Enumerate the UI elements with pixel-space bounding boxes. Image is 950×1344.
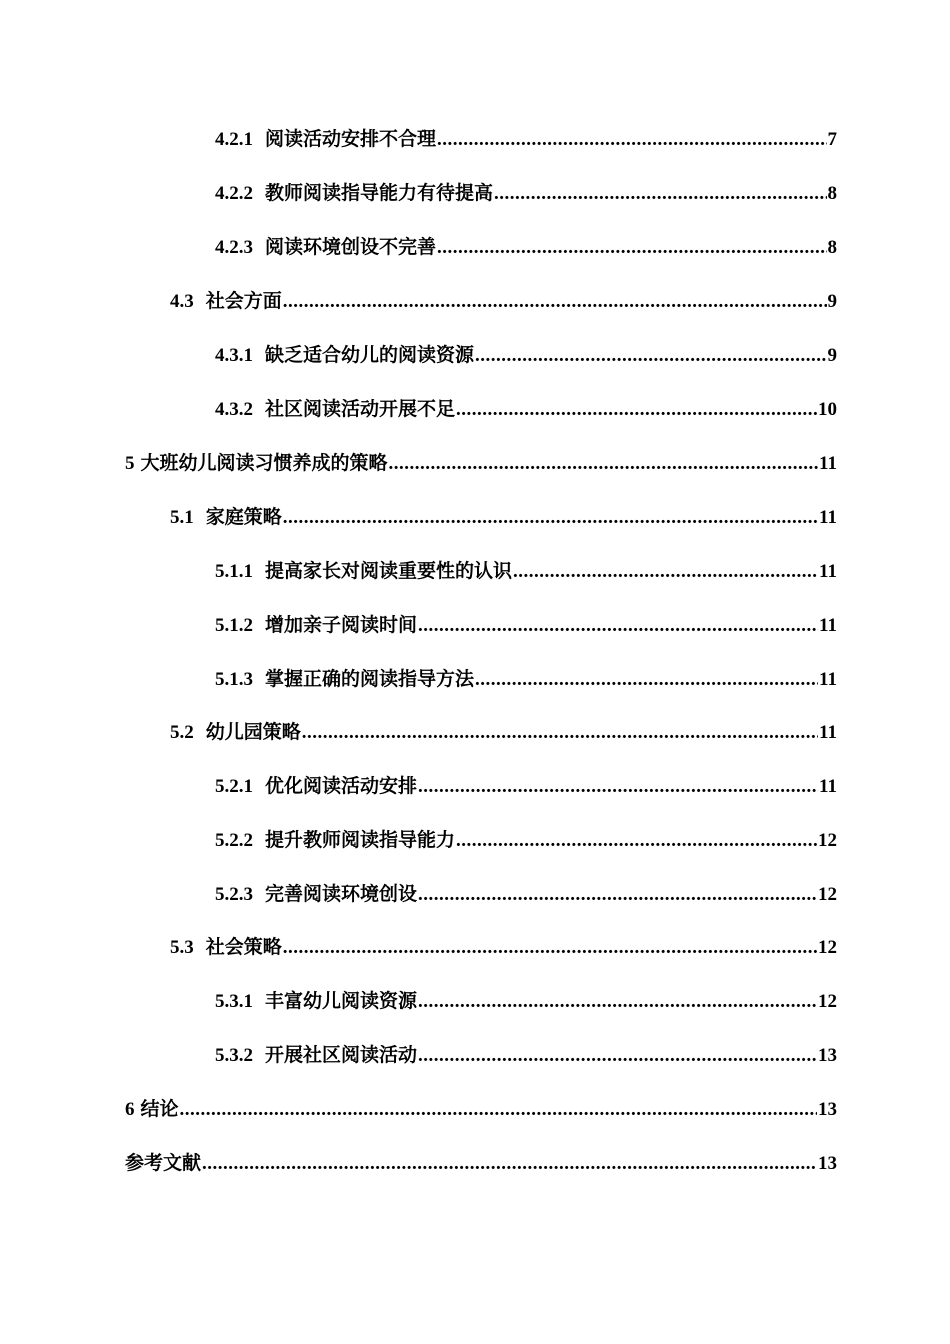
toc-entry-page: 8 <box>827 183 837 204</box>
toc-entry[interactable] <box>170 502 837 532</box>
toc-entry-title: 结论 <box>140 1098 179 1120</box>
toc-entry[interactable] <box>215 178 837 208</box>
toc-entry-number: 4.2.3 <box>215 237 253 258</box>
toc-entry-number: 5.1 <box>170 507 194 528</box>
toc-entry-title: 社会方面 <box>205 290 282 312</box>
toc-entry-number: 4.2.1 <box>215 129 253 150</box>
toc-entry-number: 5.2 <box>170 722 194 743</box>
toc-entry-number: 4.3.1 <box>215 345 253 366</box>
toc-entry[interactable] <box>215 124 837 154</box>
toc-entry-number: 4.3 <box>170 291 194 312</box>
toc-entry-title: 教师阅读指导能力有待提高 <box>265 182 494 204</box>
toc-entry-page: 7 <box>827 129 837 150</box>
toc-entry[interactable] <box>125 1094 837 1124</box>
toc-dot-leader <box>283 291 827 313</box>
toc-entry-title: 缺乏适合幼儿的阅读资源 <box>265 344 475 366</box>
toc-entry-page: 11 <box>819 561 837 582</box>
toc-dot-leader <box>456 830 817 852</box>
toc-entry-title: 优化阅读活动安排 <box>265 775 418 797</box>
toc-entry-number: 6 <box>125 1099 135 1120</box>
toc-entry-page: 13 <box>818 1099 837 1120</box>
toc-dot-leader <box>202 1153 817 1175</box>
toc-entry-page: 12 <box>818 937 837 958</box>
toc-entry-page: 8 <box>827 237 837 258</box>
toc-dot-leader <box>418 615 818 637</box>
toc-dot-leader <box>283 507 818 529</box>
toc-entry-title: 增加亲子阅读时间 <box>265 614 418 636</box>
toc-entry-title: 社区阅读活动开展不足 <box>265 398 456 420</box>
toc-dot-leader <box>418 884 817 906</box>
toc-entry-number: 5.3 <box>170 937 194 958</box>
toc-entry-page: 11 <box>819 453 837 474</box>
toc-entry[interactable] <box>215 610 837 640</box>
toc-entry-number: 5.3.1 <box>215 991 253 1012</box>
toc-entry-page: 10 <box>818 399 837 420</box>
toc-entry-page: 13 <box>818 1153 837 1174</box>
toc-entry-page: 11 <box>819 669 837 690</box>
toc-entry[interactable] <box>215 879 837 909</box>
toc-entry[interactable] <box>215 340 837 370</box>
toc-entry-title: 阅读活动安排不合理 <box>265 128 437 150</box>
toc-dot-leader <box>494 183 826 205</box>
toc-dot-leader <box>418 776 818 798</box>
toc-entry-number: 5.1.2 <box>215 615 253 636</box>
toc-entry[interactable] <box>215 556 837 586</box>
toc-entry-number: 5.3.2 <box>215 1045 253 1066</box>
toc-entry-number: 5 <box>125 453 135 474</box>
toc-entry-number: 4.3.2 <box>215 399 253 420</box>
toc-entry[interactable] <box>215 825 837 855</box>
toc-entry-title: 丰富幼儿阅读资源 <box>265 990 418 1012</box>
toc-entry-page: 9 <box>827 345 837 366</box>
toc-entry[interactable] <box>215 232 837 262</box>
toc-entry-page: 12 <box>818 991 837 1012</box>
toc-entry-page: 11 <box>819 615 837 636</box>
toc-entry-title: 家庭策略 <box>205 506 282 528</box>
toc-entry-page: 11 <box>819 776 837 797</box>
toc-entry[interactable] <box>170 717 837 747</box>
toc-entry-page: 13 <box>818 1045 837 1066</box>
toc-dot-leader <box>418 991 817 1013</box>
toc-entry-number: 5.2.3 <box>215 884 253 905</box>
toc-entry-page: 9 <box>827 291 837 312</box>
toc-entry-title: 提升教师阅读指导能力 <box>265 829 456 851</box>
toc-entry[interactable] <box>215 771 837 801</box>
toc-dot-leader <box>302 722 818 744</box>
toc-entry-number: 5.1.3 <box>215 669 253 690</box>
toc-entry[interactable] <box>215 986 837 1016</box>
toc-entry-page: 11 <box>819 507 837 528</box>
toc-entry-title: 幼儿园策略 <box>205 721 301 743</box>
toc-entry-number: 4.2.2 <box>215 183 253 204</box>
toc-entry-page: 12 <box>818 830 837 851</box>
toc-entry-number: 5.2.1 <box>215 776 253 797</box>
toc-entry-title: 社会策略 <box>205 936 282 958</box>
toc-entry-page: 11 <box>819 722 837 743</box>
toc-entry-title: 完善阅读环境创设 <box>265 883 418 905</box>
toc-entry-page: 12 <box>818 884 837 905</box>
toc-entry-number: 5.1.1 <box>215 561 253 582</box>
toc-entry-title: 参考文献 <box>125 1152 202 1174</box>
toc-dot-leader <box>437 129 826 151</box>
toc-dot-leader <box>456 399 817 421</box>
toc-entry-title: 开展社区阅读活动 <box>265 1044 418 1066</box>
toc-entry-title: 大班幼儿阅读习惯养成的策略 <box>140 452 388 474</box>
toc-dot-leader <box>437 237 826 259</box>
toc-entry[interactable] <box>215 664 837 694</box>
toc-dot-leader <box>180 1099 817 1121</box>
toc-entry[interactable] <box>125 1148 837 1178</box>
toc-dot-leader <box>475 669 818 691</box>
toc-dot-leader <box>418 1045 817 1067</box>
toc-entry-title: 掌握正确的阅读指导方法 <box>265 668 475 690</box>
toc-dot-leader <box>475 345 826 367</box>
toc-entry-number: 5.2.2 <box>215 830 253 851</box>
toc-dot-leader <box>283 937 817 959</box>
toc-dot-leader <box>513 561 818 583</box>
toc-entry-title: 阅读环境创设不完善 <box>265 236 437 258</box>
toc-entry[interactable] <box>215 1040 837 1070</box>
toc-entry[interactable] <box>215 394 837 424</box>
toc-entry[interactable] <box>125 448 837 478</box>
toc-entry-title: 提高家长对阅读重要性的认识 <box>265 560 513 582</box>
toc-entry[interactable] <box>170 932 837 962</box>
toc-entry[interactable] <box>170 286 837 316</box>
toc-dot-leader <box>389 453 819 475</box>
